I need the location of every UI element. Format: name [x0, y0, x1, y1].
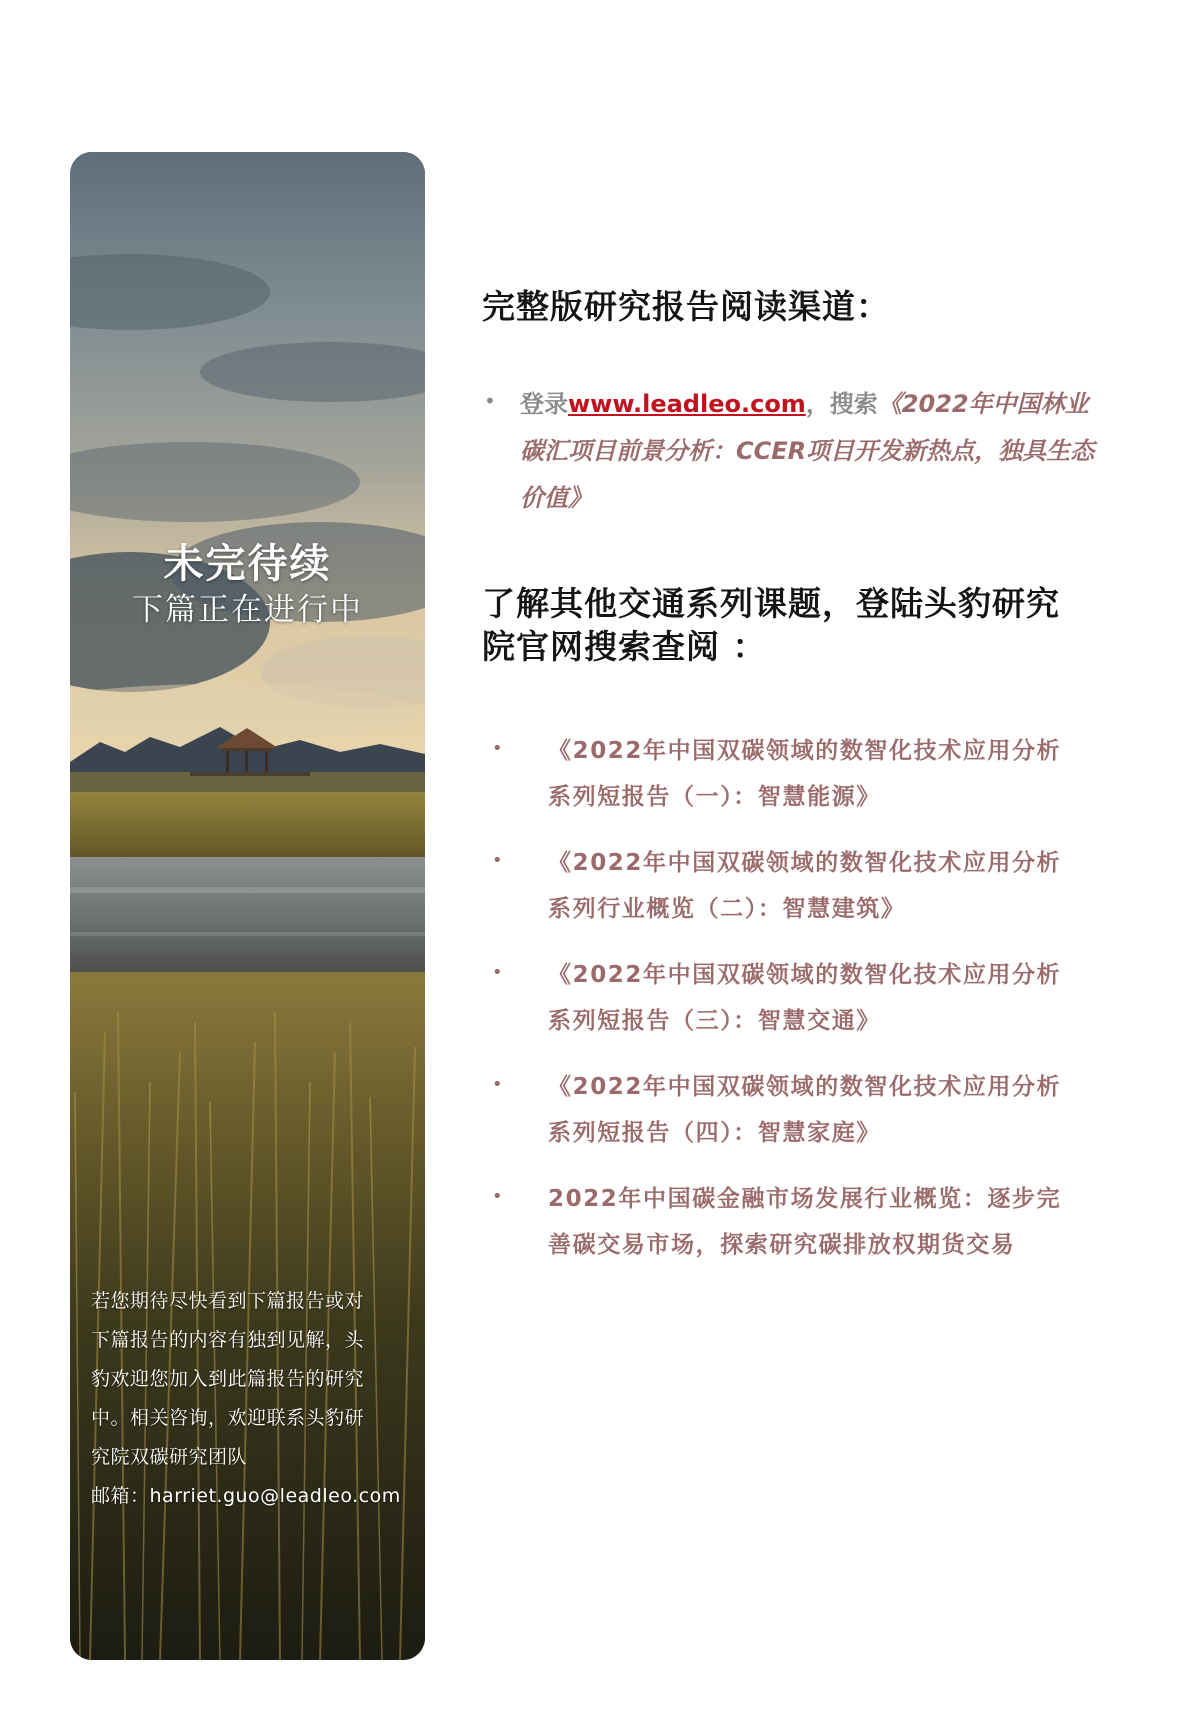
related-report-item[interactable]: [482, 952, 1122, 1064]
note-line: 究院双碳研究团队: [91, 1446, 248, 1468]
note-line: 下篇报告的内容有独到见解，头: [91, 1329, 365, 1351]
report-title-line: 2022年中国碳金融市场发展行业概览：逐步完: [548, 1186, 1062, 1212]
cover-photo-card: [70, 152, 425, 1660]
bullet-icon: •: [492, 1186, 503, 1207]
report-title-line: 《2022年中国双碳领域的数智化技术应用分析: [548, 850, 1062, 876]
note-line: 豹欢迎您加入到此篇报告的研究: [91, 1368, 365, 1390]
bullet-icon: •: [492, 738, 503, 759]
related-report-item[interactable]: [482, 840, 1122, 952]
bullet-icon: •: [484, 389, 496, 413]
other-topics-heading-line1: 了解其他交通系列课题，登陆头豹研究: [482, 584, 1060, 623]
report-title: [548, 1176, 1108, 1268]
report-title-line: 《2022年中国双碳领域的数智化技术应用分析: [548, 962, 1062, 988]
report-title: [548, 728, 1108, 820]
related-report-item[interactable]: [482, 1176, 1122, 1288]
report-title: [548, 1064, 1108, 1156]
bullet-icon: •: [492, 850, 503, 871]
forestry-carbon-report-title: 《2022年中国林业碳汇项目前景分析：CCER项目开发新热点，独具生态价值》: [520, 390, 1095, 512]
related-reports-list: [482, 728, 1122, 1288]
report-title-line: 善碳交易市场，探索研究碳排放权期货交易: [548, 1232, 1016, 1258]
reading-channel-text: [520, 381, 1110, 522]
bullet-icon: •: [492, 1074, 503, 1095]
to-be-continued-title: 未完待续: [163, 541, 332, 587]
reading-channel-heading: 完整版研究报告阅读渠道：: [482, 287, 890, 326]
report-title-line: 系列短报告（一）：智慧能源》: [548, 784, 881, 810]
email-address-link[interactable]: harriet.guo@leadleo.com: [149, 1485, 401, 1507]
leadleo-website-link[interactable]: www.leadleo.com: [568, 390, 806, 418]
report-title-line: 《2022年中国双碳领域的数智化技术应用分析: [548, 1074, 1062, 1100]
other-topics-heading-line2: 院官网搜索查阅 ：: [482, 627, 767, 666]
report-title-line: 《2022年中国双碳领域的数智化技术应用分析: [548, 738, 1062, 764]
report-title-line: 系列行业概览（二）：智慧建筑》: [548, 896, 906, 922]
email-label: 邮箱：: [91, 1485, 150, 1507]
login-prefix: 登录: [520, 390, 568, 418]
note-line: 若您期待尽快看到下篇报告或对: [91, 1290, 365, 1312]
other-topics-heading: [482, 582, 1102, 668]
bullet-icon: •: [492, 962, 503, 983]
next-in-progress-subtitle: 下篇正在进行中: [132, 592, 363, 628]
related-report-item[interactable]: [482, 728, 1122, 840]
report-title-line: 系列短报告（四）：智慧家庭》: [548, 1120, 881, 1146]
report-title-line: 系列短报告（三）：智慧交通》: [548, 1008, 881, 1034]
report-title: [548, 840, 1108, 932]
email-line: [91, 1477, 411, 1516]
note-line: 中。相关咨询，欢迎联系头豹研: [91, 1407, 365, 1429]
report-title: [548, 952, 1108, 1044]
related-report-item[interactable]: [482, 1064, 1122, 1176]
search-text: ，搜索: [805, 390, 878, 418]
contact-note: [91, 1282, 411, 1516]
